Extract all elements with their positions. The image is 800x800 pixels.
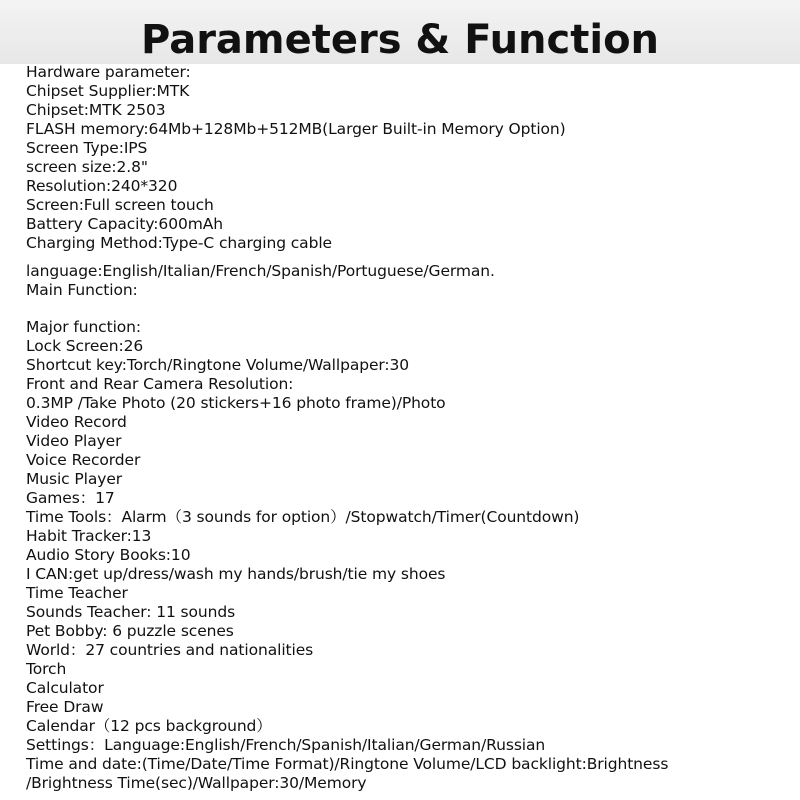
function-line: Video Record [26, 413, 127, 431]
hardware-spec-line: Screen:Full screen touch [26, 196, 214, 214]
function-line: Audio Story Books:10 [26, 546, 191, 564]
function-line: 0.3MP /Take Photo (20 stickers+16 photo frame)/Photo [26, 394, 446, 412]
function-line: Voice Recorder [26, 451, 141, 469]
major-functions-section [26, 318, 668, 793]
function-line: I CAN:get up/dress/wash my hands/brush/tie my shoes [26, 565, 446, 583]
page-title: Parameters & Function [140, 17, 660, 63]
hardware-spec-line: Screen Type:IPS [26, 139, 148, 157]
function-line: Sounds Teacher: 11 sounds [26, 603, 236, 621]
function-line: Calculator [26, 679, 104, 697]
function-line: Shortcut key:Torch/Ringtone Volume/Wallpaper:30 [26, 356, 410, 374]
function-line: Pet Bobby: 6 puzzle scenes [26, 622, 234, 640]
function-line: World：27 countries and nationalities [26, 641, 314, 659]
function-line: Front and Rear Camera Resolution: [26, 375, 294, 393]
function-line: Lock Screen:26 [26, 337, 144, 355]
function-line: Habit Tracker:13 [26, 527, 152, 545]
language-line: Main Function: [26, 281, 138, 299]
function-line: Free Draw [26, 698, 104, 716]
hardware-parameters-section [26, 63, 566, 253]
hardware-spec-line: Chipset:MTK 2503 [26, 101, 166, 119]
hardware-spec-line: Charging Method:Type-C charging cable [26, 234, 332, 252]
hardware-spec-line: FLASH memory:64Mb+128Mb+512MB(Larger Built-in Memory Option) [26, 120, 566, 138]
function-line: Major function: [26, 318, 141, 336]
hardware-spec-line: Chipset Supplier:MTK [26, 82, 190, 100]
function-line: Time and date:(Time/Date/Time Format)/Ringtone Volume/LCD backlight:Brightness [26, 755, 669, 773]
hardware-spec-line: Resolution:240*320 [26, 177, 178, 195]
function-line: Settings：Language:English/French/Spanish/Italian/German/Russian [26, 736, 546, 754]
language-line: language:English/Italian/French/Spanish/Portuguese/German. [26, 262, 495, 280]
function-line: Music Player [26, 470, 123, 488]
function-line: Games：17 [26, 489, 115, 507]
language-section [26, 262, 495, 300]
function-line: Time Tools：Alarm（3 sounds for option）/Stopwatch/Timer(Countdown) [26, 508, 580, 526]
title-banner [0, 0, 800, 64]
function-line: Calendar（12 pcs background） [26, 717, 272, 735]
hardware-spec-line: Hardware parameter: [26, 63, 191, 81]
hardware-spec-line: Battery Capacity:600mAh [26, 215, 223, 233]
function-line: Torch [26, 660, 67, 678]
hardware-spec-line: screen size:2.8" [26, 158, 148, 176]
function-line: /Brightness Time(sec)/Wallpaper:30/Memory [26, 774, 367, 792]
function-line: Video Player [26, 432, 122, 450]
function-line: Time Teacher [26, 584, 128, 602]
